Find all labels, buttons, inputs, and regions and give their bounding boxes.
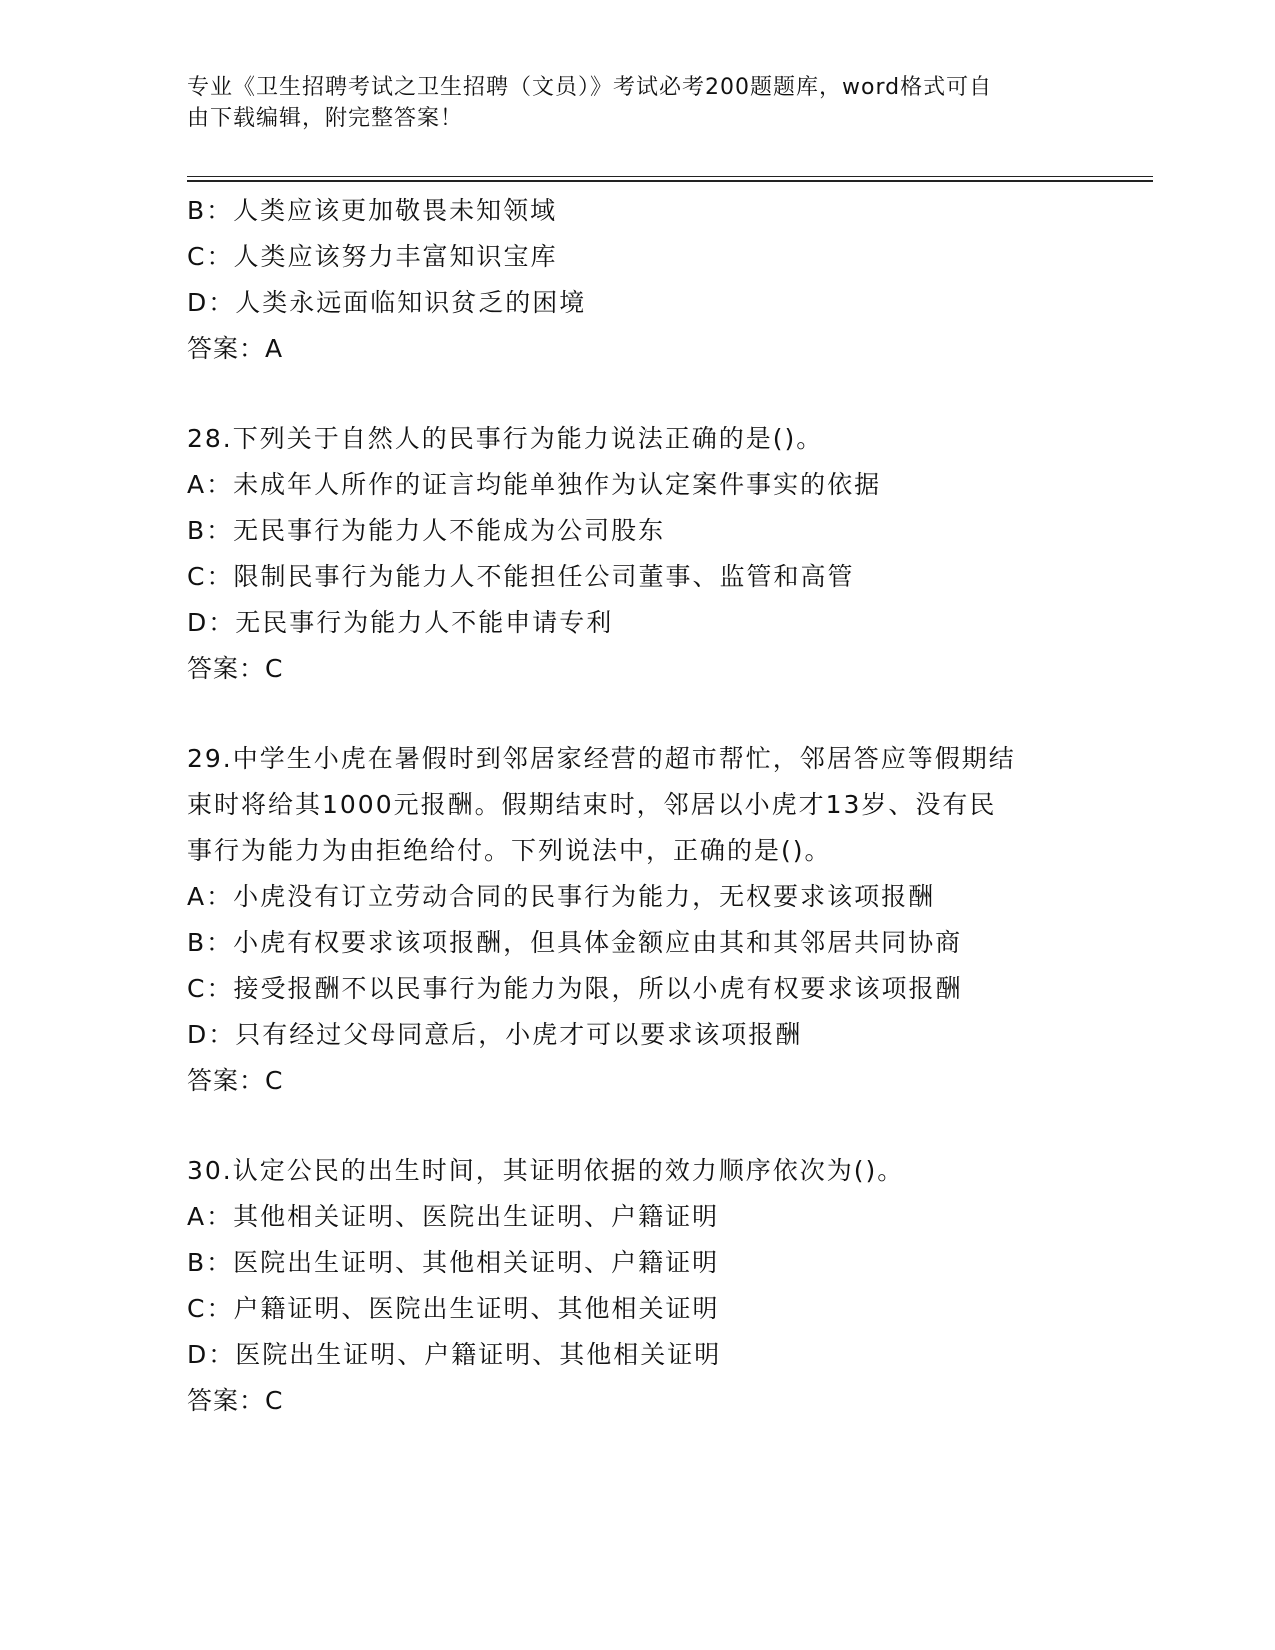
header-line-2: 由下载编辑，附完整答案！ bbox=[187, 106, 464, 131]
option-d: D：医院出生证明、户籍证明、其他相关证明 bbox=[187, 1340, 722, 1369]
option-a: A：未成年人所作的证言均能单独作为认定案件事实的依据 bbox=[187, 470, 882, 499]
question-30 bbox=[187, 1148, 1087, 1424]
option-b: B：医院出生证明、其他相关证明、户籍证明 bbox=[187, 1248, 720, 1277]
document-header bbox=[187, 72, 1087, 134]
option-b: B：小虎有权要求该项报酬，但具体金额应由其和其邻居共同协商 bbox=[187, 928, 963, 957]
option-b: B：无民事行为能力人不能成为公司股东 bbox=[187, 516, 666, 545]
header-line-1: 专业《卫生招聘考试之卫生招聘（文员）》考试必考200题题库，word格式可自 bbox=[187, 75, 993, 100]
question-stem: 29.中学生小虎在暑假时到邻居家经营的超市帮忙，邻居答应等假期结 bbox=[187, 744, 1016, 773]
question-stem: 事行为能力为由拒绝给付。下列说法中，正确的是()。 bbox=[187, 836, 832, 865]
question-list bbox=[187, 188, 1087, 1424]
spacer bbox=[187, 692, 1087, 736]
option-d: D：人类永远面临知识贫乏的困境 bbox=[187, 288, 587, 317]
question-28 bbox=[187, 416, 1087, 692]
question-stem: 30.认定公民的出生时间，其证明依据的效力顺序依次为()。 bbox=[187, 1156, 905, 1185]
spacer bbox=[187, 372, 1087, 416]
question-stem: 束时将给其1000元报酬。假期结束时，邻居以小虎才13岁、没有民 bbox=[187, 790, 997, 819]
option-a: A：其他相关证明、医院出生证明、户籍证明 bbox=[187, 1202, 720, 1231]
option-c: C：人类应该努力丰富知识宝库 bbox=[187, 242, 558, 271]
answer-label: 答案：C bbox=[187, 654, 284, 683]
option-d: D：无民事行为能力人不能申请专利 bbox=[187, 608, 614, 637]
answer-label: 答案：A bbox=[187, 334, 284, 363]
option-c: C：接受报酬不以民事行为能力为限，所以小虎有权要求该项报酬 bbox=[187, 974, 963, 1003]
answer-label: 答案：C bbox=[187, 1066, 284, 1095]
option-a: A：小虎没有订立劳动合同的民事行为能力，无权要求该项报酬 bbox=[187, 882, 936, 911]
option-b: B：人类应该更加敬畏未知领域 bbox=[187, 196, 558, 225]
question-stem: 28.下列关于自然人的民事行为能力说法正确的是()。 bbox=[187, 424, 824, 453]
continued-question bbox=[187, 188, 1087, 372]
option-d: D：只有经过父母同意后，小虎才可以要求该项报酬 bbox=[187, 1020, 803, 1049]
option-c: C：限制民事行为能力人不能担任公司董事、监管和高管 bbox=[187, 562, 855, 591]
spacer bbox=[187, 1104, 1087, 1148]
option-c: C：户籍证明、医院出生证明、其他相关证明 bbox=[187, 1294, 720, 1323]
question-29 bbox=[187, 736, 1087, 1104]
answer-label: 答案：C bbox=[187, 1386, 284, 1415]
header-divider bbox=[187, 176, 1153, 182]
